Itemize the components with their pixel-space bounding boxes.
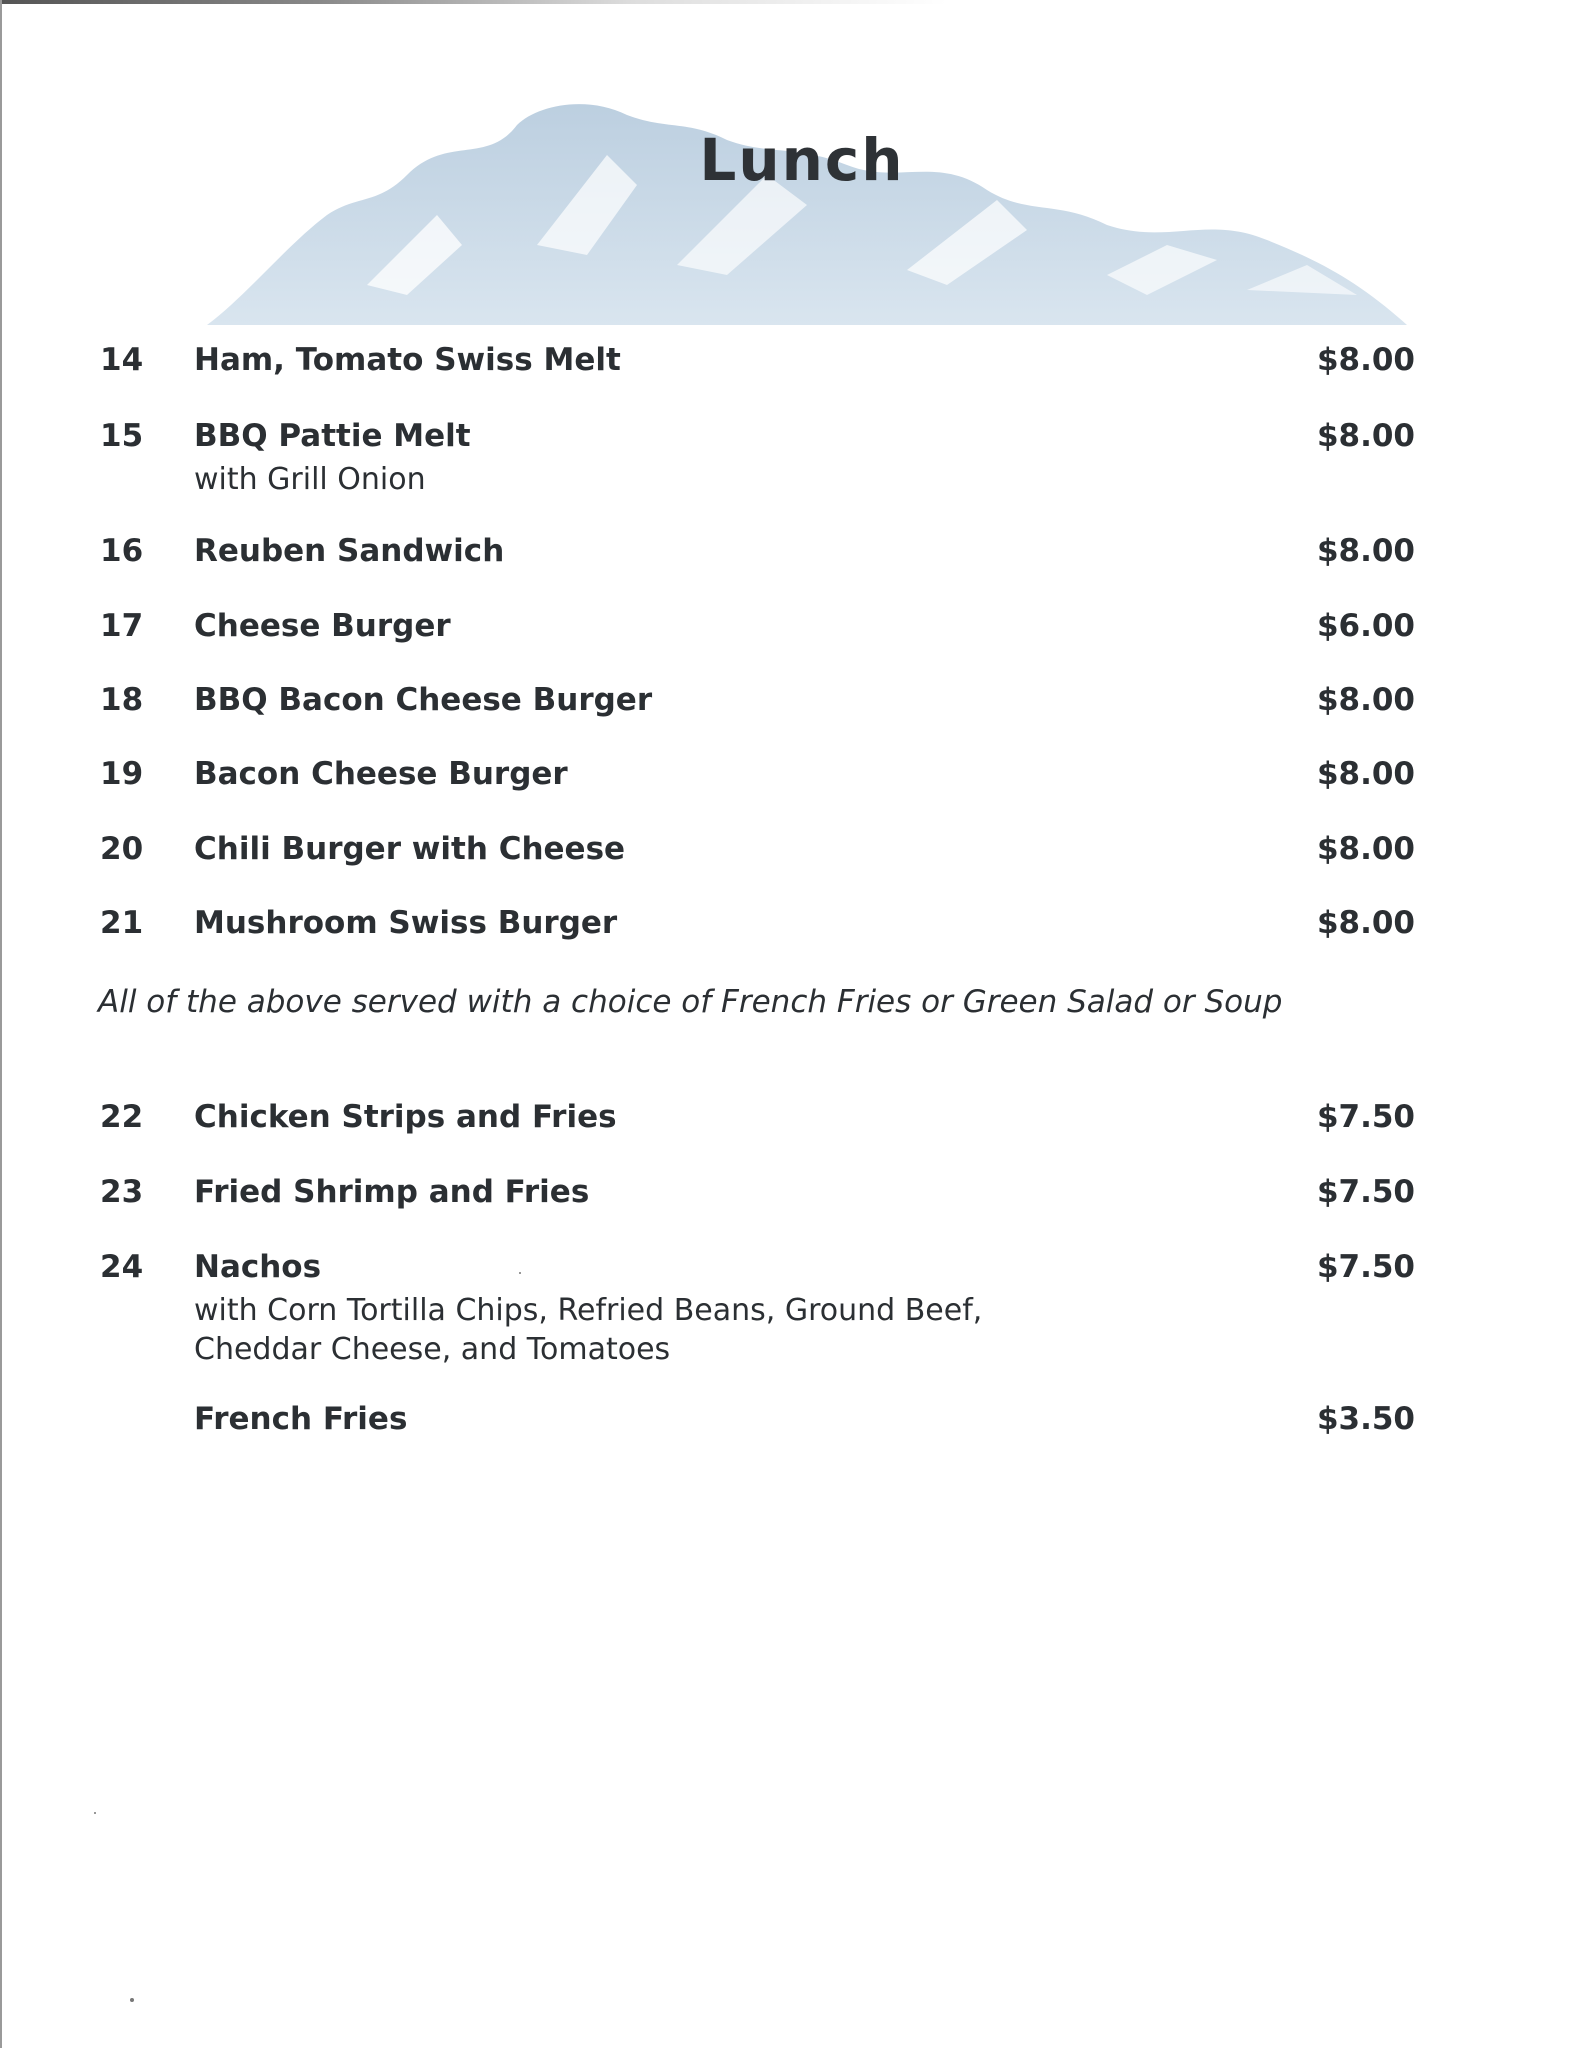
item-number: 15 (100, 418, 144, 454)
item-name: Reuben Sandwich (194, 533, 505, 569)
item-name: BBQ Pattie Melt (194, 418, 471, 454)
served-with-note: All of the above served with a choice of French Fries or Green Salad or Soup (98, 984, 1283, 1020)
item-price: $8.00 (1316, 831, 1415, 867)
item-name: French Fries (194, 1401, 408, 1437)
item-price: $7.50 (1316, 1174, 1415, 1210)
item-price: $8.00 (1316, 756, 1415, 792)
item-description-line-2: Cheddar Cheese, and Tomatoes (194, 1332, 671, 1367)
item-name: Cheese Burger (194, 608, 451, 644)
item-number: 21 (100, 905, 144, 941)
item-name: Chili Burger with Cheese (194, 831, 626, 867)
item-number: 18 (100, 682, 144, 718)
item-price: $8.00 (1316, 905, 1415, 941)
item-name: Chicken Strips and Fries (194, 1099, 617, 1135)
item-name: Nachos (194, 1249, 322, 1285)
item-name: Fried Shrimp and Fries (194, 1174, 590, 1210)
item-number: 24 (100, 1249, 144, 1285)
item-number: 20 (100, 831, 144, 867)
item-price: $3.50 (1316, 1401, 1415, 1437)
item-name: Ham, Tomato Swiss Melt (194, 342, 621, 378)
item-number: 17 (100, 608, 144, 644)
item-name: Bacon Cheese Burger (194, 756, 568, 792)
item-price: $6.00 (1316, 608, 1415, 644)
item-name: Mushroom Swiss Burger (194, 905, 618, 941)
item-number: 22 (100, 1099, 144, 1135)
item-description: with Grill Onion (194, 462, 426, 497)
item-price: $8.00 (1316, 342, 1415, 378)
scan-speck (94, 1812, 96, 1814)
item-price: $8.00 (1316, 418, 1415, 454)
item-name: BBQ Bacon Cheese Burger (194, 682, 653, 718)
item-price: $8.00 (1316, 533, 1415, 569)
item-description-line-1: with Corn Tortilla Chips, Refried Beans, Ground Beef, (194, 1293, 983, 1328)
item-number: 23 (100, 1174, 144, 1210)
item-number: 14 (100, 342, 144, 378)
item-price: $8.00 (1316, 682, 1415, 718)
item-price: $7.50 (1316, 1099, 1415, 1135)
item-number: 16 (100, 533, 144, 569)
scan-speck (130, 1998, 134, 2002)
scan-speck (519, 1272, 521, 1274)
scan-edge (2, 0, 1575, 4)
page-title: Lunch (699, 126, 905, 194)
item-number: 19 (100, 756, 144, 792)
item-price: $7.50 (1316, 1249, 1415, 1285)
